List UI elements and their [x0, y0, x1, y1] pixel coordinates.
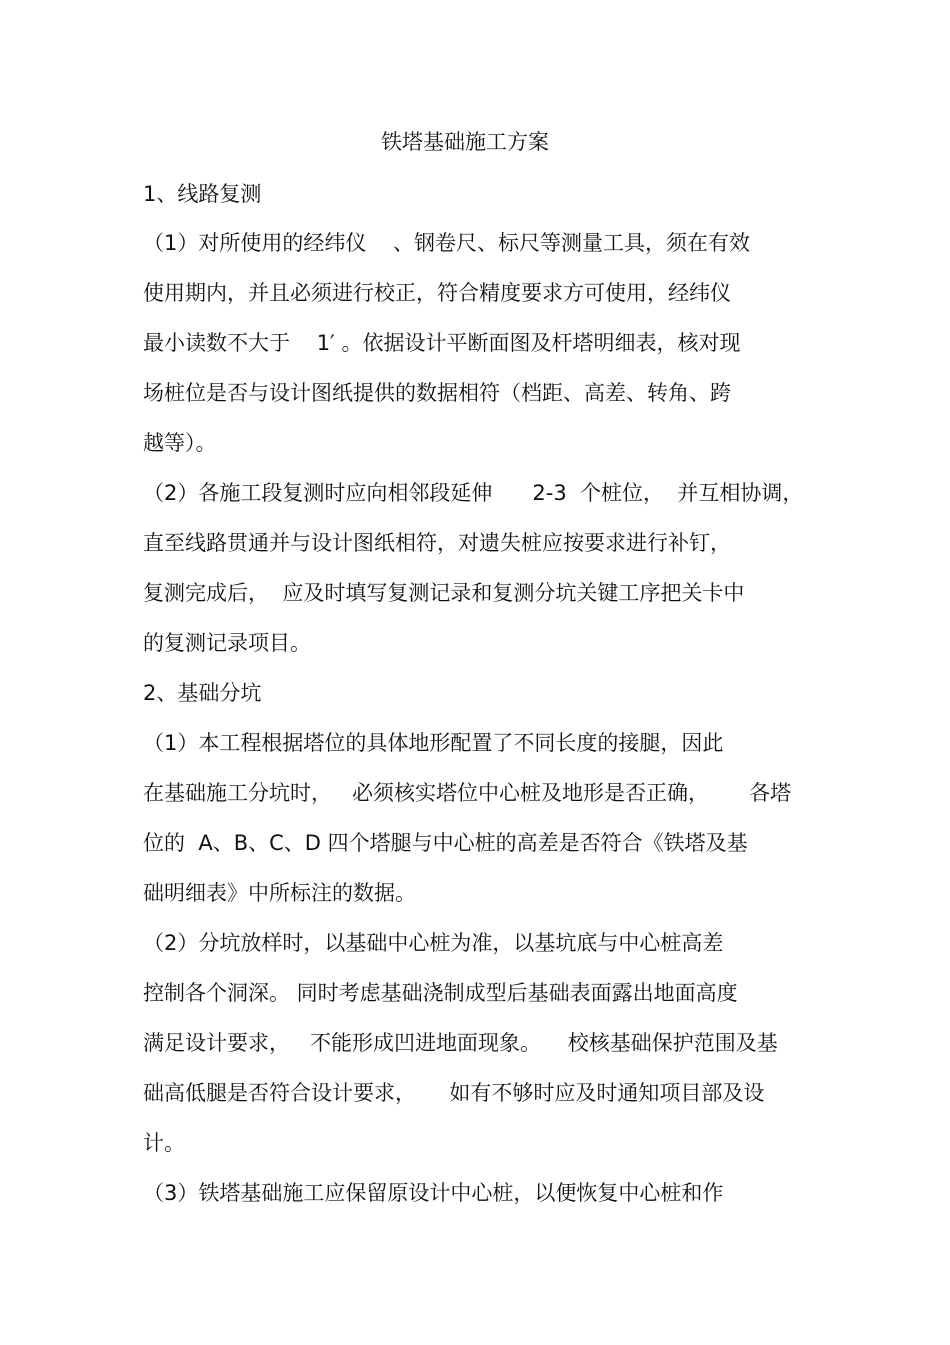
- paragraph-line: 复测完成后， 应及时填写复测记录和复测分坑关键工序把关卡中: [143, 581, 745, 605]
- paragraph-line: 满足设计要求， 不能形成凹进地面现象。 校核基础保护范围及基: [143, 1031, 778, 1055]
- section-heading-2: 2、基础分坑: [143, 681, 262, 705]
- paragraph-line: 直至线路贯通并与设计图纸相符，对遗失桩应按要求进行补钉，: [143, 531, 731, 555]
- section-heading-1: 1、线路复测: [143, 182, 262, 206]
- paragraph-line: 计。: [143, 1131, 185, 1155]
- document-title: 铁塔基础施工方案: [381, 130, 549, 154]
- paragraph-line: 越等）。: [143, 431, 217, 455]
- paragraph-line: 的复测记录项目。: [143, 631, 311, 655]
- paragraph-line: 础高低腿是否符合设计要求， 如有不够时应及时通知项目部及设: [143, 1081, 765, 1105]
- paragraph-line: 使用期内，并且必须进行校正，符合精度要求方可使用，经纬仪: [143, 281, 731, 305]
- paragraph-line: 控制各个洞深。 同时考虑基础浇制成型后基础表面露出地面高度: [143, 981, 738, 1005]
- paragraph-line: （3）铁塔基础施工应保留原设计中心桩，以便恢复中心桩和作: [143, 1181, 724, 1205]
- paragraph-line: （1）对所使用的经纬仪 、钢卷尺、标尺等测量工具，须在有效: [143, 231, 751, 255]
- paragraph-line: 最小读数不大于 1′ 。依据设计平断面图及杆塔明细表，核对现: [143, 331, 741, 355]
- paragraph-line: （1）本工程根据塔位的具体地形配置了不同长度的接腿，因此: [143, 731, 724, 755]
- paragraph-line: （2）各施工段复测时应向相邻段延伸 2-3 个桩位， 并互相协调，: [143, 481, 804, 505]
- paragraph-line: 础明细表》中所标注的数据。: [143, 881, 416, 905]
- paragraph-line: 在基础施工分坑时， 必须核实塔位中心桩及地形是否正确， 各塔: [143, 781, 792, 805]
- paragraph-line: 场桩位是否与设计图纸提供的数据相符（档距、高差、转角、跨: [143, 381, 731, 405]
- paragraph-line: 位的 A、B、C、D 四个塔腿与中心桩的高差是否符合《铁塔及基: [143, 831, 748, 855]
- paragraph-line: （2）分坑放样时，以基础中心桩为准，以基坑底与中心桩高差: [143, 931, 724, 955]
